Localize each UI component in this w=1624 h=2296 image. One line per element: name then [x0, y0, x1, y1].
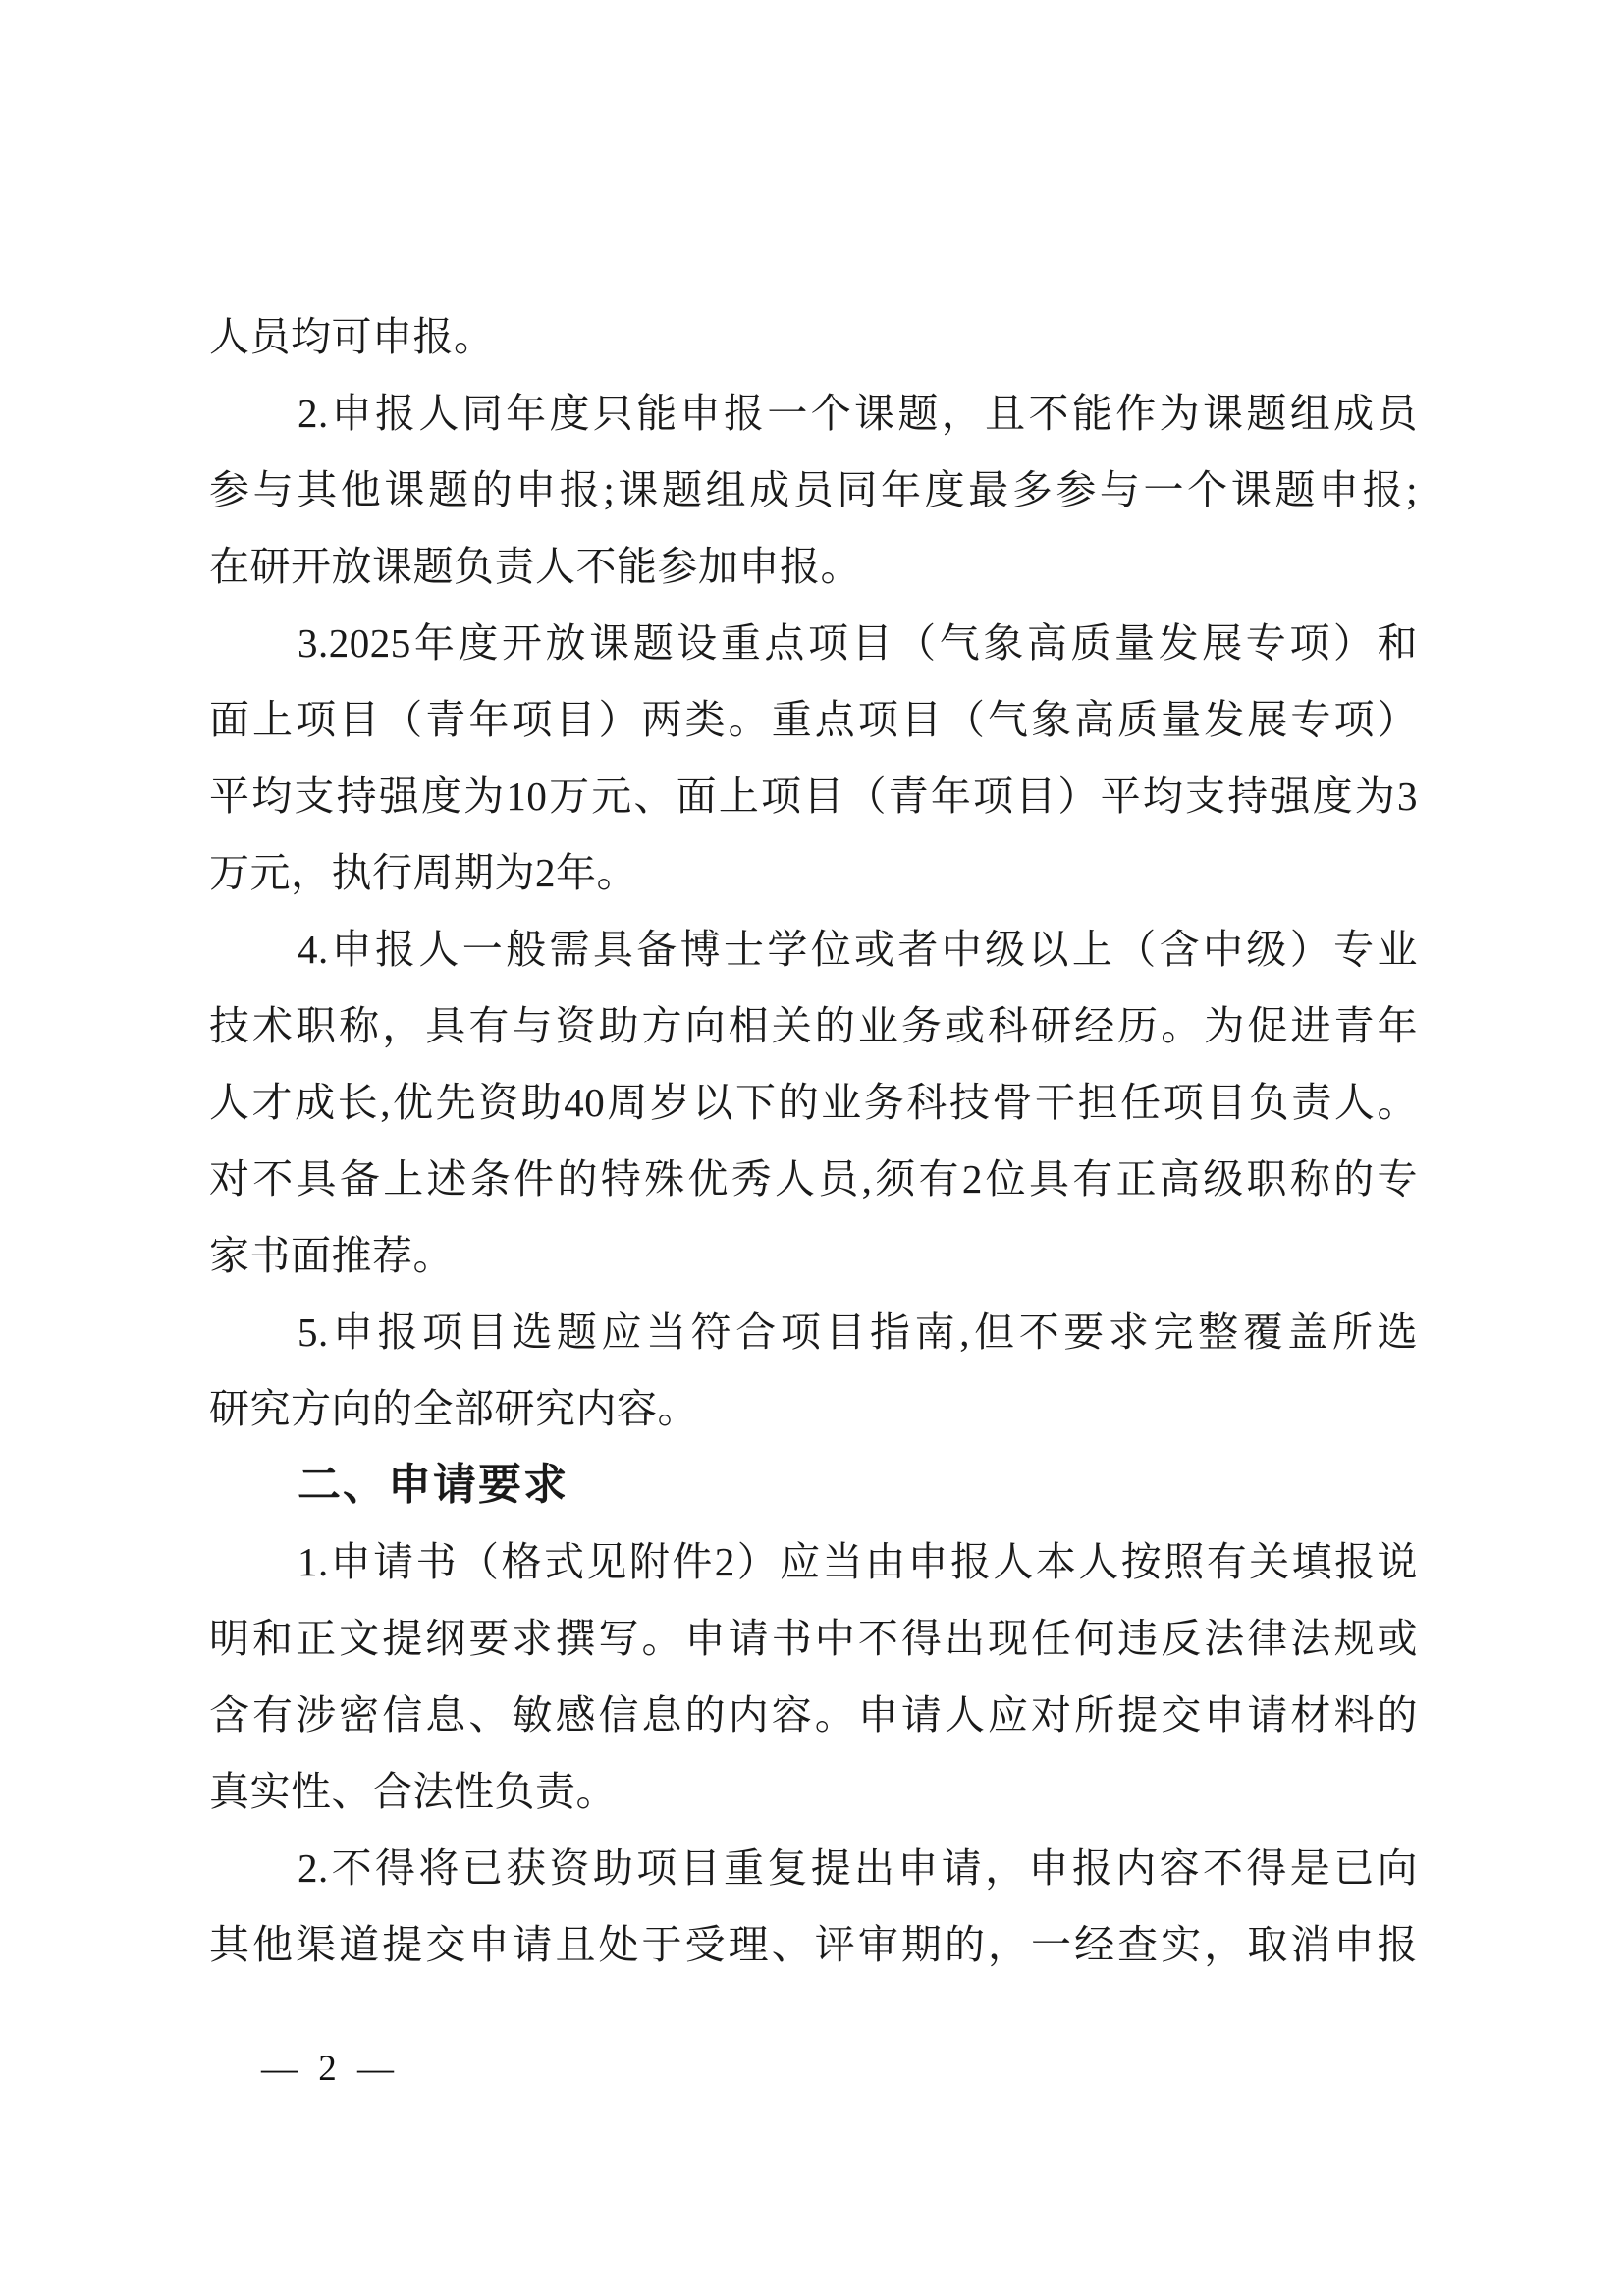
document-body: [209, 298, 1418, 1983]
text-line: 1.申请书（格式见附件2）应当由申报人本人按照有关填报说: [298, 1539, 1418, 1584]
text-line: 技术职称，具有与资助方向相关的业务或科研经历。为促进青年: [209, 1003, 1418, 1048]
text-line: 研究方向的全部研究内容。: [209, 1386, 698, 1431]
text-line: 在研开放课题负责人不能参加申报。: [209, 544, 861, 589]
text-line: 5.申报项目选题应当符合项目指南,但不要求完整覆盖所选: [298, 1309, 1418, 1355]
text-line: 面上项目（青年项目）两类。重点项目（气象高质量发展专项）: [209, 697, 1418, 742]
text-line: 2.申报人同年度只能申报一个课题，且不能作为课题组成员: [298, 391, 1418, 436]
text-line: 人才成长,优先资助40周岁以下的业务科技骨干担任项目负责人。: [209, 1080, 1418, 1125]
text-line: 含有涉密信息、敏感信息的内容。申请人应对所提交申请材料的: [209, 1692, 1418, 1737]
page-number: — 2 —: [261, 2049, 400, 2089]
text-line: 人员均可申报。: [209, 314, 495, 359]
section-heading: 二、申请要求: [298, 1461, 568, 1509]
text-line: 其他渠道提交申请且处于受理、评审期的，一经查实，取消申报: [209, 1922, 1418, 1967]
text-line: 参与其他课题的申报;课题组成员同年度最多参与一个课题申报;: [209, 467, 1418, 512]
text-line: 真实性、合法性负责。: [209, 1769, 617, 1814]
text-line: 对不具备上述条件的特殊优秀人员,须有2位具有正高级职称的专: [209, 1156, 1418, 1201]
text-line: 4.申报人一般需具备博士学位或者中级以上（含中级）专业: [298, 927, 1418, 972]
text-line: 2.不得将已获资助项目重复提出申请，申报内容不得是已向: [298, 1845, 1418, 1891]
text-line: 平均支持强度为10万元、面上项目（青年项目）平均支持强度为3: [209, 774, 1418, 819]
text-line: 明和正文提纲要求撰写。申请书中不得出现任何违反法律法规或: [209, 1616, 1418, 1661]
text-line: 3.2025年度开放课题设重点项目（气象高质量发展专项）和: [298, 620, 1418, 666]
text-line: 家书面推荐。: [209, 1233, 454, 1278]
text-line: 万元，执行周期为2年。: [209, 850, 637, 895]
